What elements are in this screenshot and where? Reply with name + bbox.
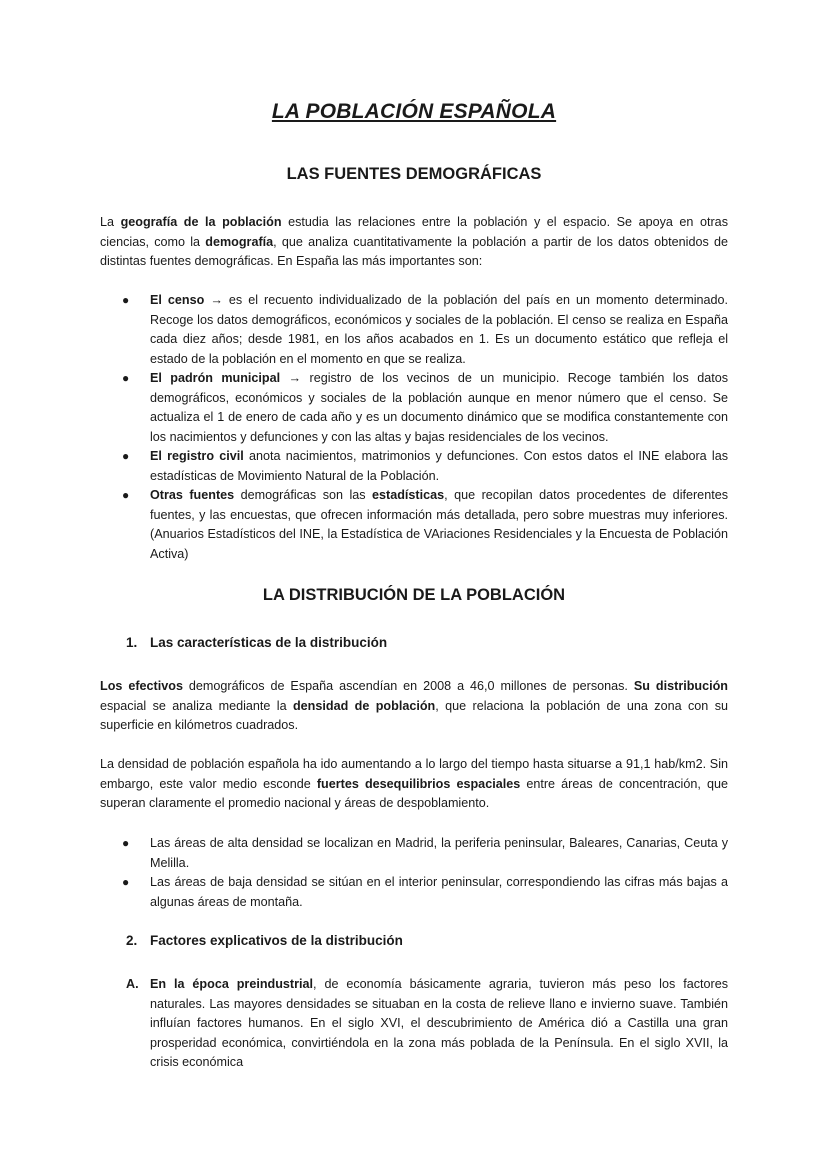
list-item-registro-civil: ● El registro civil anota nacimientos, matrimonios y defunciones. Con estos datos el INE elabora las estadísticas de Movimiento Natural de la Población. <box>122 449 728 483</box>
subheading-number: 2. <box>126 933 138 948</box>
section-heading-distribucion: LA DISTRIBUCIÓN DE LA POBLACIÓN <box>262 586 566 604</box>
item-letter: A. <box>126 977 139 991</box>
list-item-censo: ● El censo → es el recuento individualizado de la población del país en un momento determinado. Recoge los datos demográficos, económicos y sociales de la población. El censo se realiza en España cada diez años; desde 1981, en los años acabados en 1. Es un documento estático que refleja el estado de la población en el momento en que se realiza. <box>122 293 729 366</box>
list-item-otras-fuentes: ● Otras fuentes demográficas son las estadísticas, que recopilan datos procedentes de diferentes fuentes, y las encuestas, que ofrecen información más detallada, pero sobre muestras muy inferiores. (Anuarios Estadísticos del INE, la Estadística de VAriaciones Residenciales y la Encuesta de Población Activa) <box>122 488 728 561</box>
text-run: La densidad de población española ha ido aumentando a lo largo del tiempo hasta situarse a 91,1 hab/km2. Sin embargo, este valor medio esconde <box>100 757 728 791</box>
document-title: LA POBLACIÓN ESPAÑOLA <box>271 100 557 123</box>
bold-text: El padrón municipal <box>150 371 281 385</box>
text-run: entre áreas de concentración, que superan claramente el promedio nacional y áreas de despoblamiento. <box>100 776 728 810</box>
bold-text: geografía de la población <box>120 215 282 229</box>
subheading-label: Factores explicativos de la distribución <box>150 933 403 948</box>
subheading-label: Las características de la distribución <box>150 635 388 650</box>
text-run: estudia las relaciones entre la población y el espacio. Se apoya en otras ciencias, como la <box>100 215 728 249</box>
bold-text: En la época preindustrial <box>150 977 314 991</box>
fuentes-list <box>100 291 728 564</box>
bold-text: densidad de población <box>292 698 436 713</box>
list-item-padron: ● El padrón municipal → registro de los vecinos de un municipio. Recoge también los datos demográficos, económicos y sociales de la población aunque en menor número que el censo. Se actualiza el 1 de enero de cada año y es un documento dinámico que se modifica constantemente con los nacimientos y defunciones y con las altas y bajas residenciales de los vecinos. <box>122 371 729 444</box>
bold-text: El registro civil <box>150 449 244 463</box>
intro-paragraph <box>100 213 728 272</box>
text-run: , que relaciona la población de una zona con su superficie en kilómetros cuadrados. <box>100 698 728 732</box>
densidad-paragraph <box>100 755 728 814</box>
text-run: , de economía básicamente agraria, tuvieron más peso los factores naturales. Las mayores densidades se situaban en la costa de relieve llano e invierno suave. También influían factores humanos. En el siglo XVI, el descubrimiento de América dió a Castilla una gran prosperidad económica, convirtiéndola en la zona más poblada de la Península. En el siglo XVII, la crisis económica <box>150 977 728 1069</box>
text-run: espacial se analiza mediante la <box>100 698 293 713</box>
bold-text: estadísticas <box>372 488 445 502</box>
bold-text: fuertes desequilibrios espaciales <box>316 776 521 791</box>
item-a-preindustrial <box>100 975 728 1073</box>
bold-text: demografía <box>205 234 274 249</box>
text-run: Las áreas de baja densidad se sitúan en el interior peninsular, correspondiendo las cifras más bajas a algunas áreas de montaña. <box>150 875 728 909</box>
text-run: anota nacimientos, matrimonios y defunciones. Con estos datos el INE elabora las estadísticas de Movimiento Natural de la Población. <box>150 449 728 483</box>
bold-text: Los efectivos <box>100 679 183 693</box>
text-run: demográficos de España ascendían en 2008 a 46,0 millones de personas. <box>182 679 634 693</box>
section-heading-fuentes: LAS FUENTES DEMOGRÁFICAS <box>286 165 542 183</box>
text-run: → registro de los vecinos de un municipio. Recoge también los datos demográficos, económicos y sociales de la población aunque en menor número que el censo. Se actualiza el 1 de enero de cada año y es un documento dinámico que se modifica constantemente con los nacimientos y defunciones y con las altas y bajas residenciales de los vecinos. <box>150 371 729 444</box>
text-run: , que analiza cuantitativamente la población a partir de los datos obtenidos de distintas fuentes demográficas. En España las más importantes son: <box>100 234 728 268</box>
list-item-baja-densidad: ● Las áreas de baja densidad se sitúan en el interior peninsular, correspondiendo las cifras más bajas a algunas áreas de montaña. <box>122 875 728 909</box>
bold-text: Otras fuentes <box>150 488 235 502</box>
text-run: → es el recuento individualizado de la población del país en un momento determinado. Recoge los datos demográficos, económicos y sociales de la población. El censo se realiza en España cada diez años; desde 1981, en los años acabados en 1. Es un documento estático que refleja el estado de la población en el momento en que se realiza. <box>150 293 729 366</box>
bold-text: Su distribución <box>633 679 729 693</box>
bold-text: El censo <box>150 293 205 307</box>
subheading-caracteristicas <box>126 635 387 650</box>
densidad-list <box>100 834 728 912</box>
text-run: La <box>100 215 121 229</box>
text-run: demográficas son las <box>234 488 373 502</box>
efectivos-paragraph <box>100 677 728 736</box>
subheading-number: 1. <box>126 635 138 650</box>
text-run: , que recopilan datos procedentes de diferentes fuentes, y las encuestas, que ofrecen información más detallada, pero sobre muestras muy inferiores. (Anuarios Estadísticos del INE, la Estadística de VAriaciones Residenciales y la Encuesta de Población Activa) <box>150 488 728 561</box>
subheading-factores <box>126 933 403 948</box>
text-run: Las áreas de alta densidad se localizan en Madrid, la periferia peninsular, Baleares, Canarias, Ceuta y Melilla. <box>150 836 728 870</box>
list-item-alta-densidad: ● Las áreas de alta densidad se localizan en Madrid, la periferia peninsular, Baleares, Canarias, Ceuta y Melilla. <box>122 836 728 870</box>
